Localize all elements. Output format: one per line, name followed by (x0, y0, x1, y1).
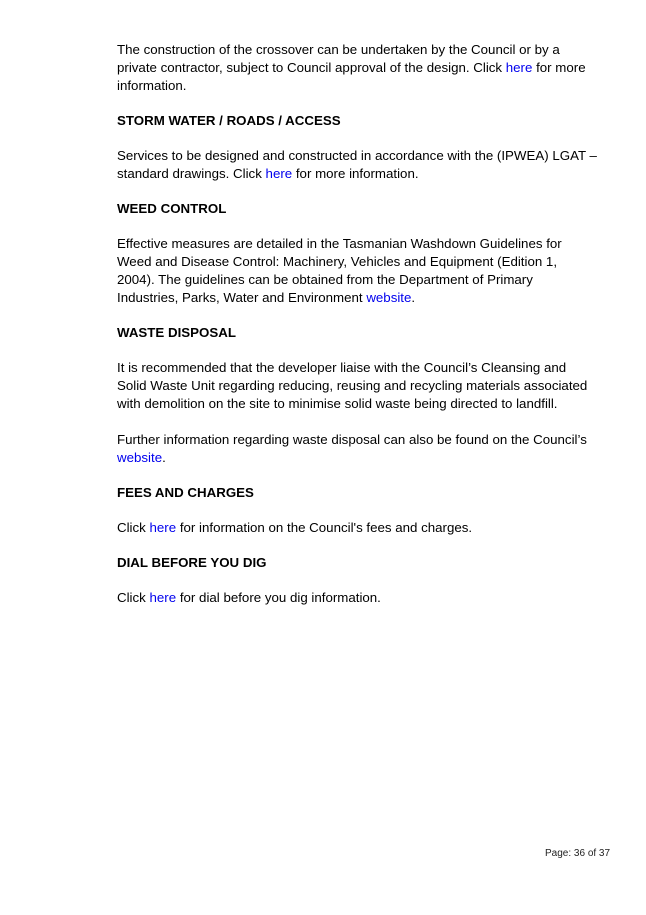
intro-here-link[interactable]: here (505, 60, 533, 75)
dial-text-end: for dial before you dig information. (176, 590, 381, 605)
waste-disposal-heading: WASTE DISPOSAL (117, 325, 236, 340)
page-number: Page: 36 of 37 (545, 848, 611, 859)
waste-disposal-text-end: . (162, 450, 166, 465)
weed-control-website-link[interactable]: website (366, 290, 412, 305)
intro-text: The construction of the crossover can be undertaken by the Council or by a private contractor, subject to Council approval of the design. Click (117, 42, 560, 75)
waste-disposal-website-link[interactable]: website (117, 450, 163, 465)
fees-here-link[interactable]: here (149, 520, 177, 535)
storm-water-text-end: for more information. (292, 166, 419, 181)
weed-control-text-end: . (411, 290, 416, 305)
waste-disposal-text: Further information regarding waste disposal can also be found on the Council’s (117, 432, 587, 447)
weed-control-heading: WEED CONTROL (117, 201, 227, 216)
fees-text-end: for information on the Council's fees and charges. (176, 520, 473, 535)
storm-water-text: Services to be designed and constructed in accordance with the (IPWEA) LGAT – standard drawings. Click (117, 148, 597, 181)
storm-water-paragraph (117, 147, 597, 183)
waste-disposal-paragraph-2 (117, 431, 597, 467)
dial-paragraph (117, 589, 597, 607)
fees-text: Click (117, 520, 150, 535)
fees-paragraph (117, 519, 597, 537)
dial-text: Click (117, 590, 150, 605)
document-page (117, 41, 597, 607)
intro-paragraph (117, 41, 597, 95)
storm-water-heading: STORM WATER / ROADS / ACCESS (117, 113, 341, 128)
weed-control-paragraph (117, 235, 597, 307)
intro-text-end: for more information. (117, 60, 586, 93)
dial-heading: DIAL BEFORE YOU DIG (117, 555, 267, 570)
waste-disposal-paragraph-1: It is recommended that the developer liaise with the Council’s Cleansing and Solid Waste Unit regarding reducing, reusing and recycling materials associated with demolition on the site to minimise solid waste being directed to landfill. (117, 360, 588, 411)
storm-water-here-link[interactable]: here (265, 166, 293, 181)
dial-here-link[interactable]: here (149, 590, 177, 605)
weed-control-text: Effective measures are detailed in the Tasmanian Washdown Guidelines for Weed and Disease Control: Machinery, Vehicles and Equipment (Edition 1, 2004). The guidelines can be obtained from the Department of Primary Industries, Parks, Water and Environment (117, 236, 562, 305)
fees-heading: FEES AND CHARGES (117, 485, 254, 500)
